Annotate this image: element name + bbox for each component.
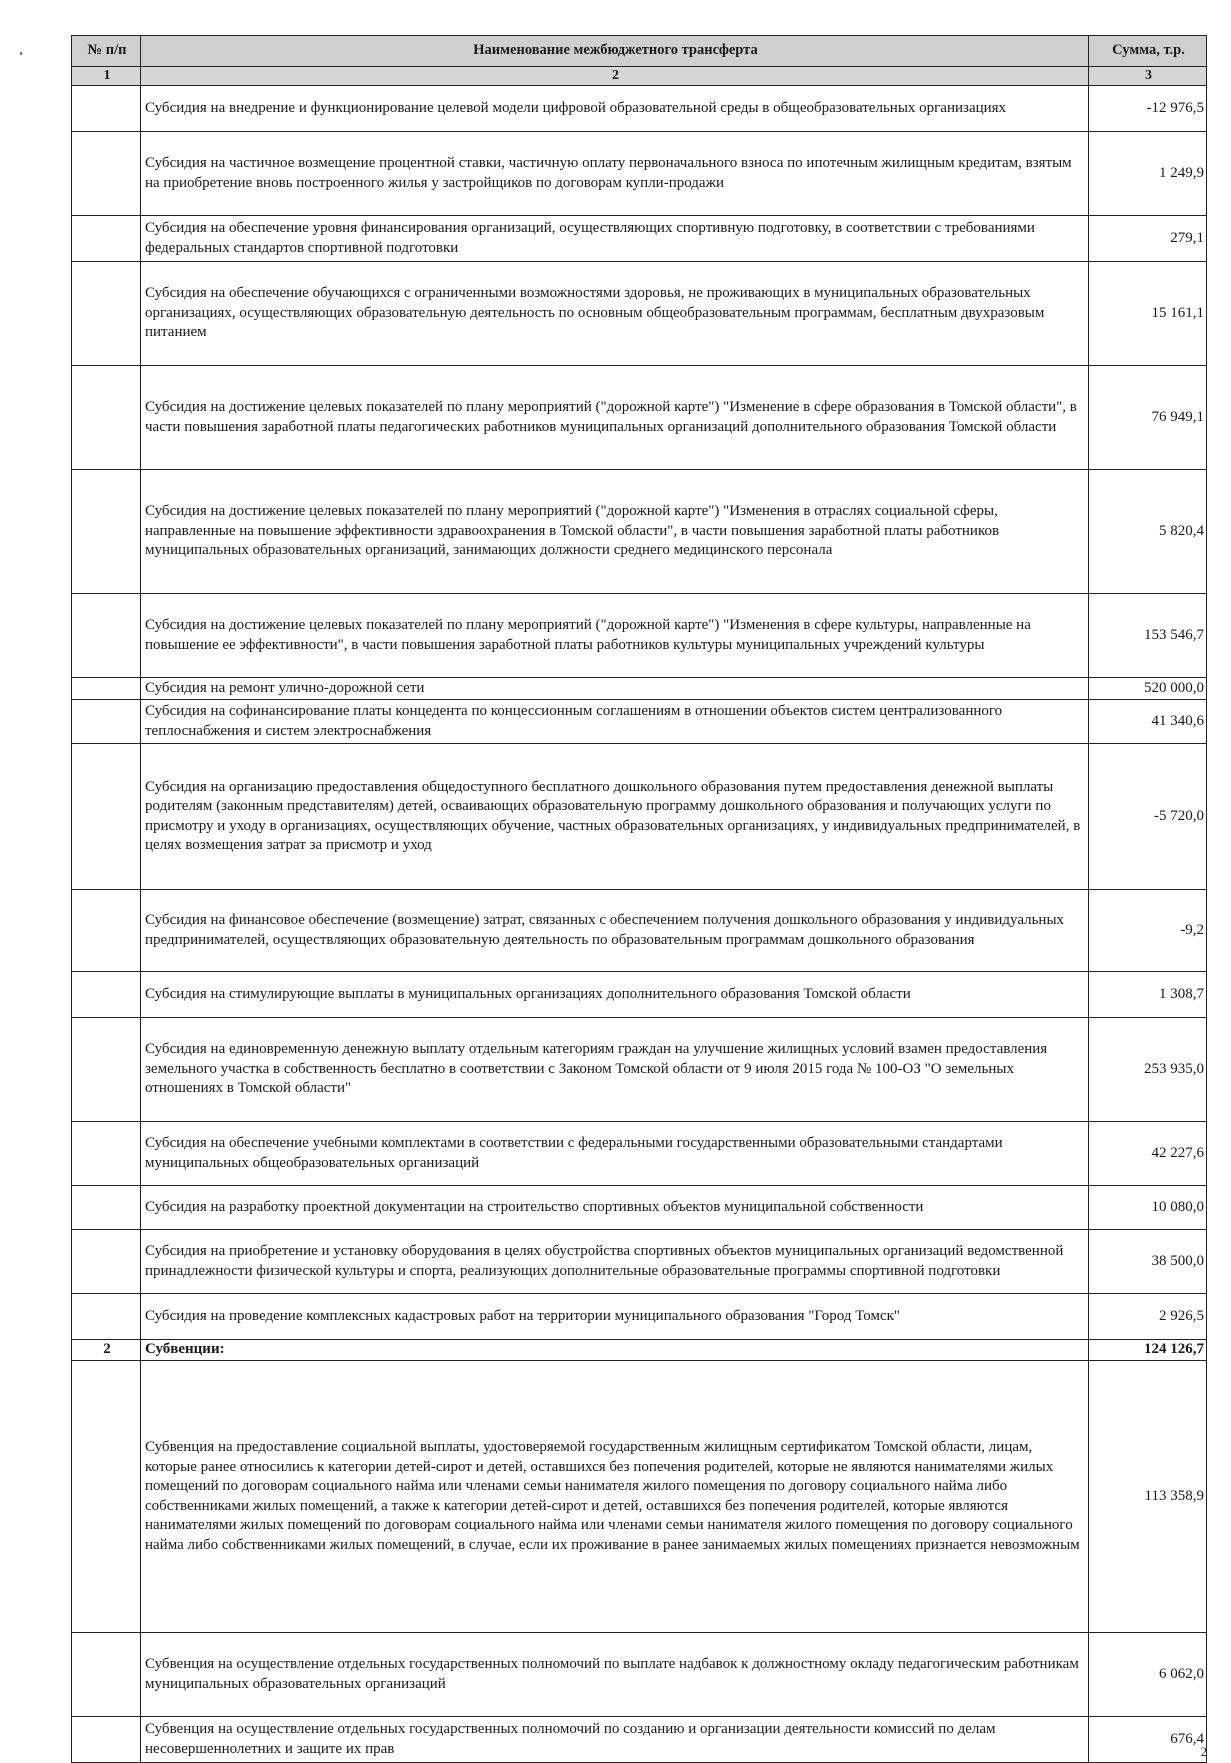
row-number — [72, 86, 141, 132]
header-amount: Сумма, т.р. — [1089, 36, 1207, 67]
row-number — [72, 216, 141, 262]
transfer-name: Субвенция на осуществление отдельных государственных полномочий по созданию и организации деятельности комиссий по делам несовершеннолетних и защите их прав — [141, 1717, 1089, 1763]
transfer-amount: -5 720,0 — [1089, 744, 1207, 890]
transfer-name: Субсидия на обеспечение уровня финансирования организаций, осуществляющих спортивную подготовку, в соответствии с требованиями федеральных стандартов спортивной подготовки — [141, 216, 1089, 262]
table-row — [72, 470, 1207, 594]
transfer-name: Субсидия на финансовое обеспечение (возмещение) затрат, связанных с обеспечением получения дошкольного образования у индивидуальных предпринимателей, осуществляющих образовательную деятельность по образовательным программам дошкольного образования — [141, 890, 1089, 972]
transfer-name: Субсидия на достижение целевых показателей по плану мероприятий ("дорожной карте") "Изменение в сфере образования в Томской области", в части повышения заработной платы педагогических работников муниципальных организаций дополнительного образования Томской области — [141, 366, 1089, 470]
transfer-amount: 124 126,7 — [1089, 1340, 1207, 1361]
transfer-name: Субсидия на проведение комплексных кадастровых работ на территории муниципального образования "Город Томск" — [141, 1294, 1089, 1340]
row-number: 2 — [72, 1340, 141, 1361]
column-index-2: 2 — [141, 67, 1089, 86]
transfer-amount: 1 249,9 — [1089, 132, 1207, 216]
row-number — [72, 678, 141, 700]
table-body — [72, 86, 1207, 1763]
row-number — [72, 1018, 141, 1122]
transfer-name: Субсидия на единовременную денежную выплату отдельным категориям граждан на улучшение жилищных условий взамен предоставления земельного участка в собственность бесплатно в соответствии с Законом Томской области от 9 июля 2015 года № 100-ОЗ "О земельных отношениях в Томской области" — [141, 1018, 1089, 1122]
transfer-amount: 6 062,0 — [1089, 1633, 1207, 1717]
table-row — [72, 744, 1207, 890]
section-row — [72, 1340, 1207, 1361]
transfer-name: Субсидия на разработку проектной документации на строительство спортивных объектов муниципальной собственности — [141, 1186, 1089, 1230]
table-row — [72, 972, 1207, 1018]
row-number — [72, 890, 141, 972]
table-row — [72, 1122, 1207, 1186]
table-row — [72, 678, 1207, 700]
header-name: Наименование межбюджетного трансферта — [141, 36, 1089, 67]
table-row — [72, 1361, 1207, 1633]
transfer-name: Субвенция на осуществление отдельных государственных полномочий по выплате надбавок к должностному окладу педагогическим работникам муниципальных образовательных организаций — [141, 1633, 1089, 1717]
transfer-name: Субсидия на частичное возмещение процентной ставки, частичную оплату первоначального взноса по ипотечным жилищным кредитам, взятым на приобретение вновь построенного жилья у застройщиков по договорам купли-продажи — [141, 132, 1089, 216]
transfer-amount: 253 935,0 — [1089, 1018, 1207, 1122]
table-row — [72, 262, 1207, 366]
table-row — [72, 216, 1207, 262]
column-index-row — [72, 67, 1207, 86]
transfers-table — [71, 35, 1207, 1763]
transfer-amount: 2 926,5 — [1089, 1294, 1207, 1340]
transfer-amount: 15 161,1 — [1089, 262, 1207, 366]
row-number — [72, 132, 141, 216]
row-number — [72, 744, 141, 890]
row-number — [72, 262, 141, 366]
transfer-amount: 5 820,4 — [1089, 470, 1207, 594]
transfer-name: Субсидия на стимулирующие выплаты в муниципальных организациях дополнительного образования Томской области — [141, 972, 1089, 1018]
transfer-name: Субсидия на обеспечение учебными комплектами в соответствии с федеральными государственными образовательными стандартами муниципальных общеобразовательных организаций — [141, 1122, 1089, 1186]
table-header-row — [72, 36, 1207, 67]
row-number — [72, 1633, 141, 1717]
transfer-name: Субвенции: — [141, 1340, 1089, 1361]
transfer-amount: -12 976,5 — [1089, 86, 1207, 132]
transfer-amount: 42 227,6 — [1089, 1122, 1207, 1186]
row-number — [72, 470, 141, 594]
table-row — [72, 594, 1207, 678]
row-number — [72, 1186, 141, 1230]
transfer-name: Субсидия на ремонт улично-дорожной сети — [141, 678, 1089, 700]
row-number — [72, 1230, 141, 1294]
row-number — [72, 1717, 141, 1763]
page-number: 2 — [1200, 1744, 1207, 1759]
table-row — [72, 132, 1207, 216]
column-index-3: 3 — [1089, 67, 1207, 86]
column-index-1: 1 — [72, 67, 141, 86]
table-row — [72, 1294, 1207, 1340]
transfer-amount: 1 308,7 — [1089, 972, 1207, 1018]
transfer-amount: 676,4 — [1089, 1717, 1207, 1763]
table-row — [72, 1018, 1207, 1122]
row-number — [72, 1122, 141, 1186]
row-number — [72, 594, 141, 678]
row-number — [72, 366, 141, 470]
transfer-name: Субсидия на организацию предоставления общедоступного бесплатного дошкольного образования путем предоставления денежной выплаты родителям (законным представителям) детей, осваивающих образовательную программу дошкольного образования и получающих услуги по присмотру и уходу в организациях, осуществляющих обучение, частных образовательных организациях, у индивидуальных предпринимателей, в целях возмещения затрат за присмотр и уход — [141, 744, 1089, 890]
transfer-amount: 41 340,6 — [1089, 700, 1207, 744]
transfer-name: Субсидия на обеспечение обучающихся с ограниченными возможностями здоровья, не проживающих в муниципальных образовательных организациях, осуществляющих образовательную деятельность по основным общеобразовательным программам, бесплатным двухразовым питанием — [141, 262, 1089, 366]
transfer-amount: 38 500,0 — [1089, 1230, 1207, 1294]
table-row — [72, 890, 1207, 972]
table-row — [72, 700, 1207, 744]
row-number — [72, 1361, 141, 1633]
table-row — [72, 1633, 1207, 1717]
table-row — [72, 1717, 1207, 1763]
transfer-amount: 76 949,1 — [1089, 366, 1207, 470]
transfer-name: Субвенция на предоставление социальной выплаты, удостоверяемой государственным жилищным сертификатом Томской области, лицам, которые ранее относились к категории детей-сирот и детей, оставшихся без попечения родителей, которые не являются нанимателями жилых помещений по договорам социального найма или членами семьи нанимателя жилого помещения по договору социального найма либо собственниками жилых помещений, а также к категории детей-сирот и детей, оставшихся без попечения родителей, которые являются нанимателями жилых помещений по договорам социального найма или членами семьи нанимателя жилого помещения по договору социального найма либо собственниками жилых помещений, в случае, если их проживание в ранее занимаемых жилых помещениях признается невозможным — [141, 1361, 1089, 1633]
transfer-name: Субсидия на софинансирование платы концедента по концессионным соглашениям в отношении объектов систем централизованного теплоснабжения и систем электроснабжения — [141, 700, 1089, 744]
transfer-amount: 113 358,9 — [1089, 1361, 1207, 1633]
transfer-amount: 520 000,0 — [1089, 678, 1207, 700]
table-row — [72, 1230, 1207, 1294]
transfer-name: Субсидия на внедрение и функционирование целевой модели цифровой образовательной среды в общеобразовательных организациях — [141, 86, 1089, 132]
table-row — [72, 1186, 1207, 1230]
table-row — [72, 366, 1207, 470]
row-number — [72, 1294, 141, 1340]
transfer-name: Субсидия на достижение целевых показателей по плану мероприятий ("дорожной карте") "Изменения в сфере культуры, направленные на повышение ее эффективности", в части повышения заработной платы работников культуры муниципальных учреждений культуры — [141, 594, 1089, 678]
header-number: № п/п — [72, 36, 141, 67]
row-number — [72, 700, 141, 744]
transfer-name: Субсидия на приобретение и установку оборудования в целях обустройства спортивных объектов муниципальных организаций ведомственной принадлежности физической культуры и спорта, реализующих дополнительные образовательные программы спортивной подготовки — [141, 1230, 1089, 1294]
transfer-amount: 279,1 — [1089, 216, 1207, 262]
transfer-amount: -9,2 — [1089, 890, 1207, 972]
transfer-amount: 153 546,7 — [1089, 594, 1207, 678]
scan-artifact — [20, 52, 22, 55]
transfer-amount: 10 080,0 — [1089, 1186, 1207, 1230]
row-number — [72, 972, 141, 1018]
table-row — [72, 86, 1207, 132]
transfer-name: Субсидия на достижение целевых показателей по плану мероприятий ("дорожной карте") "Изменения в отраслях социальной сферы, направленные на повышение эффективности здравоохранения в Томской области", в части повышения заработной платы работников муниципальных образовательных организаций, занимающих должности среднего медицинского персонала — [141, 470, 1089, 594]
